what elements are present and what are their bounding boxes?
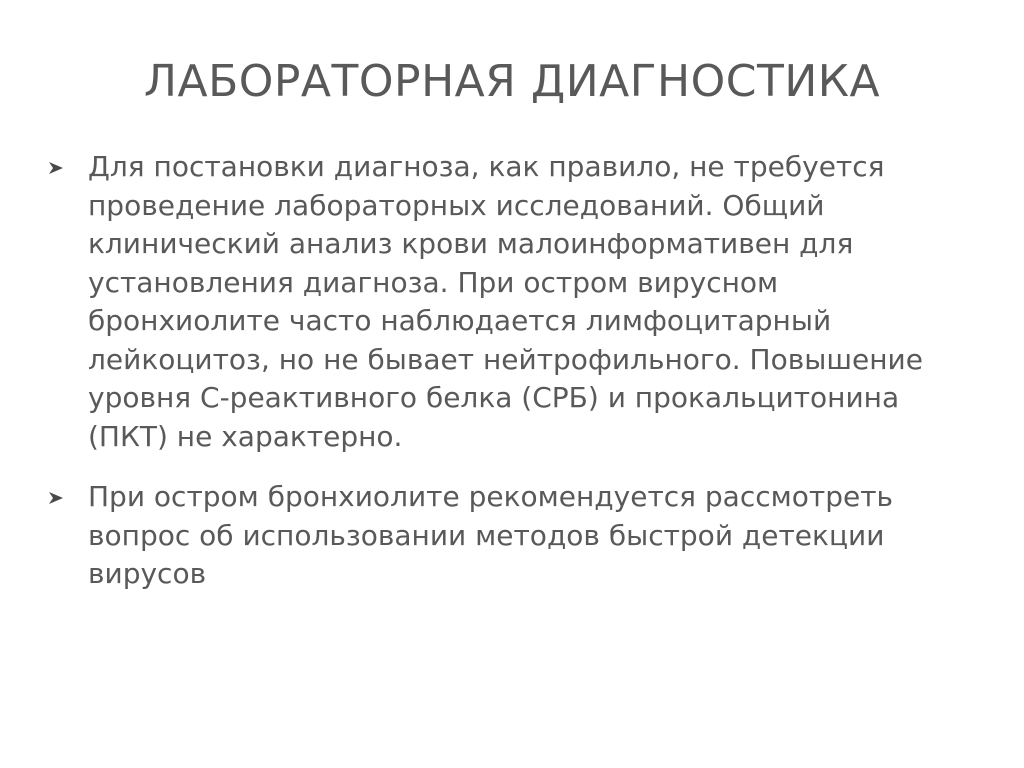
arrowhead-bullet-icon — [48, 490, 64, 506]
arrowhead-bullet-icon — [48, 160, 64, 176]
bullet-item-1 — [48, 148, 968, 456]
bullet-text: Для постановки диагноза, как правило, не требуется проведение лабораторных исследований. Общий клинический анализ крови малоинформативен для установления диагноза. При остром вирусном бронхиолите часто наблюдается лимфоцитарный лейкоцитоз, но не бывает нейтрофильного. Повышение уровня С-реактивного белка (СРБ) и прокальцитонина (ПКТ) не характерно. — [88, 150, 923, 453]
bullet-item-2 — [48, 478, 968, 594]
bullet-text: При остром бронхиолите рекомендуется рассмотреть вопрос об использовании методов быстрой детекции вирусов — [88, 480, 893, 590]
bullet-list — [48, 148, 968, 616]
slide-title: ЛАБОРАТОРНАЯ ДИАГНОСТИКА — [143, 56, 881, 107]
